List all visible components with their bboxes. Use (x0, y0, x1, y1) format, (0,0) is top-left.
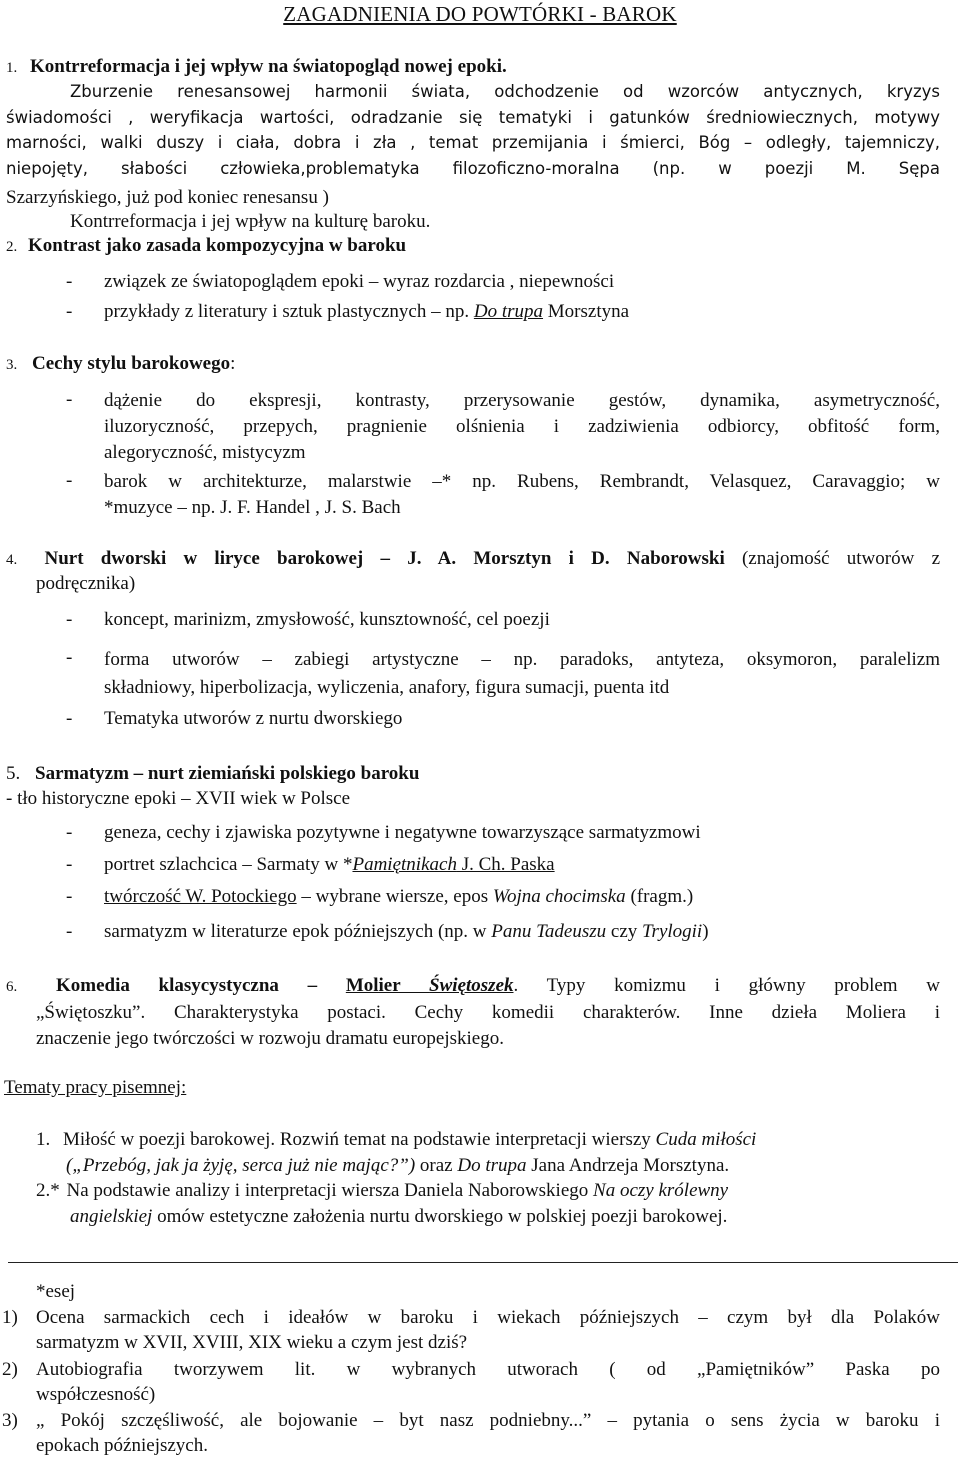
section-title: Nurt dworski w liryce barokowej – J. A. Morsztyn i D. Naborowski (44, 548, 725, 569)
work-title: Na oczy królewny (593, 1180, 729, 1201)
list-item (104, 300, 940, 324)
text-line: Ocena sarmackich cech i ideałów w baroku i wiekach późniejszych – czym był dla Polaków (36, 1307, 940, 1328)
section-title: Cechy stylu barokowego (32, 353, 231, 374)
text-line: dążenie do ekspresji, kontrasty, przerysowanie gestów, dynamika, asymetryczność, (104, 390, 940, 411)
essay-number: 3) (2, 1410, 18, 1431)
list-item (104, 646, 940, 702)
section-title: Sarmatyzm – nurt ziemiański polskiego baroku (35, 763, 420, 784)
list-item (104, 388, 940, 466)
text-line: Zburzenie renesansowej harmonii świata, odchodzenie od wzorców antycznych, kryzys (70, 82, 940, 101)
work-title: Cuda miłości (655, 1129, 757, 1150)
bullet: - (66, 271, 73, 292)
list-item: koncept, marinizm, zmysłowość, kunsztowność, cel poezji (104, 609, 550, 630)
list-item (104, 920, 940, 944)
text-line: podręcznika) (36, 573, 136, 594)
text-line: marności, walki duszy i ciała, dobra i zła , temat przemijania i śmierci, Bóg – odległy, tajemniczy, (6, 133, 940, 152)
text-line: znaczenie jego twórczości w rozwoju dramatu europejskiego. (36, 1028, 504, 1049)
section-6 (6, 973, 940, 1052)
work-title: Trylogii (642, 921, 703, 942)
text-span: oraz (415, 1155, 458, 1176)
section-3-heading (6, 352, 940, 377)
text-span: : (230, 353, 236, 374)
text-line: barok w architekturze, malarstwie –* np. Rubens, Rembrandt, Velasquez, Caravaggio; w (104, 471, 940, 492)
text-line: sarmatyzm w XVII, XVIII, XIX wieku a czym jest dziś? (36, 1332, 468, 1353)
text-line: *muzyce – np. J. F. Handel , J. S. Bach (104, 497, 401, 518)
list-item: Tematyka utworów z nurtu dworskiego (104, 708, 403, 729)
essay-2 (0, 1357, 940, 1407)
text-span: portret szlachcica – Sarmaty w * (104, 854, 353, 875)
section-number: 4. (6, 552, 18, 568)
essay-number: 1) (2, 1307, 18, 1328)
work-title: Panu Tadeuszu (491, 921, 607, 942)
text-line: „ Pokój szczęśliwość, ale bojowanie – byt nasz podniebny...” – pytania o sens życia w baroku i (36, 1410, 940, 1431)
page-title: ZAGADNIENIA DO POWTÓRKI - BAROK (283, 2, 677, 26)
section-title: Kontrast jako zasada kompozycyjna w baroku (28, 235, 407, 256)
text-line: współczesność) (36, 1384, 156, 1405)
bullet: - (66, 609, 73, 630)
text-span: twórczość W. Potockiego (104, 886, 297, 907)
text-span: . Typy komizmu i główny problem w (513, 975, 941, 996)
section-title: Kontrreformacja i jej wpływ na światopogląd nowej epoki. (30, 56, 507, 77)
list-item (104, 469, 940, 521)
work-title: Świętoszek (429, 975, 514, 996)
bullet: - (66, 708, 73, 729)
text-line: „Świętoszku”. Charakterystyka postaci. Cechy komedii charakterów. Inne dzieła Moliera i (36, 1002, 940, 1023)
work-title: Pamiętnikach (352, 854, 457, 875)
text-span: sarmatyzm w literaturze epok późniejszych (np. w (104, 921, 492, 942)
text-line: forma utworów – zabiegi artystyczne – np. paradoks, antyteza, oksymoron, paralelizm (104, 649, 940, 670)
text-span: Jana Andrzeja Morsztyna. (526, 1155, 730, 1176)
text-line: świadomości , weryfikacja wartości, odradzanie się tematyki i gatunków średniowiecznych, motywy (6, 107, 940, 127)
divider-line (8, 1262, 958, 1263)
section-5-heading (6, 762, 940, 786)
section-title: Komedia klasycystyczna – (55, 975, 346, 996)
section-number: 6. (6, 979, 18, 995)
work-title: („Przebóg, jak ja żyję, serca już nie mając?”) (66, 1155, 416, 1176)
list-item (104, 853, 940, 877)
section-2-heading (6, 234, 940, 259)
list-item: związek ze światopoglądem epoki – wyraz rozdarcia , niepewności (104, 271, 615, 292)
text-line: iluzoryczność, przepych, pragnienie olśnienia i zadziwienia odbiorcy, obfitość form, (104, 416, 940, 437)
section-1-paragraph (6, 79, 940, 181)
text-line: alegoryczność, mistycyzm (104, 442, 306, 463)
section-number: 1. (6, 60, 18, 76)
text-span: (znajomość utworów z (724, 548, 941, 569)
section-4-heading (6, 547, 940, 596)
work-title: angielskiej (70, 1206, 153, 1227)
bullet: - (66, 470, 73, 491)
essay-label: *esej (36, 1281, 76, 1302)
text-span: omów estetyczne założenia nurtu dworskiego w polskiej poezji barokowej. (152, 1206, 728, 1227)
topics-heading: Tematy pracy pisemnej: (4, 1077, 187, 1098)
text-span: przykłady z literatury i sztuk plastycznych – np. (104, 301, 474, 322)
text-line: epokach późniejszych. (36, 1435, 208, 1456)
section-number: 5. (6, 763, 21, 784)
text-line: Kontrreformacja i jej wpływ na kulturę baroku. (70, 211, 431, 232)
text-span: ) (702, 921, 709, 942)
essay-3 (0, 1408, 940, 1458)
list-item (104, 885, 940, 909)
text-span: Morsztyna (543, 301, 630, 322)
work-title: Do trupa (473, 301, 544, 322)
text-line: niepojęty, słabości człowieka,problematyka filozoficzno-moralna (np. w poezji M. Sępa (6, 158, 940, 178)
text-line: Szarzyńskiego, już pod koniec renesansu ) (6, 187, 329, 208)
bullet: - (66, 822, 73, 843)
section-number: 2. (6, 239, 18, 255)
topic-number: 1. (36, 1129, 51, 1150)
section-subtitle: - tło historyczne epoki – XVII wiek w Polsce (6, 788, 351, 809)
bullet: - (66, 647, 73, 668)
work-title: Do trupa (457, 1155, 527, 1176)
bullet: - (66, 921, 73, 942)
text-span: J. Ch. Paska (456, 854, 555, 875)
text-span: – wybrane wiersze, epos (296, 886, 493, 907)
text-line: składniowy, hiperbolizacja, wyliczenia, anafory, figura sumacji, puenta itd (104, 677, 670, 698)
text-span: Na podstawie analizy i interpretacji wiersza Daniela Naborowskiego (66, 1180, 594, 1201)
bullet: - (66, 886, 73, 907)
essay-1 (0, 1305, 940, 1355)
work-title: Wojna chocimska (492, 886, 626, 907)
text-line: Autobiografia tworzywem lit. w wybranych utworach ( od „Pamiętników” Paska po (36, 1359, 940, 1380)
section-1-heading (6, 55, 940, 80)
topic-2 (36, 1178, 936, 1230)
list-item: geneza, cechy i zjawiska pozytywne i negatywne towarzyszące sarmatyzmowi (104, 822, 701, 843)
bullet: - (66, 854, 73, 875)
text-span: czy (606, 921, 643, 942)
bullet: - (66, 389, 73, 410)
topic-number: 2.* (36, 1180, 60, 1201)
text-span: (fragm.) (625, 886, 694, 907)
bullet: - (66, 301, 73, 322)
text-span: Molier (345, 975, 430, 996)
essay-number: 2) (2, 1359, 18, 1380)
topic-1 (36, 1127, 916, 1179)
text-span: Miłość w poezji barokowej. Rozwiń temat na podstawie interpretacji wierszy (63, 1129, 656, 1150)
section-number: 3. (6, 357, 18, 373)
